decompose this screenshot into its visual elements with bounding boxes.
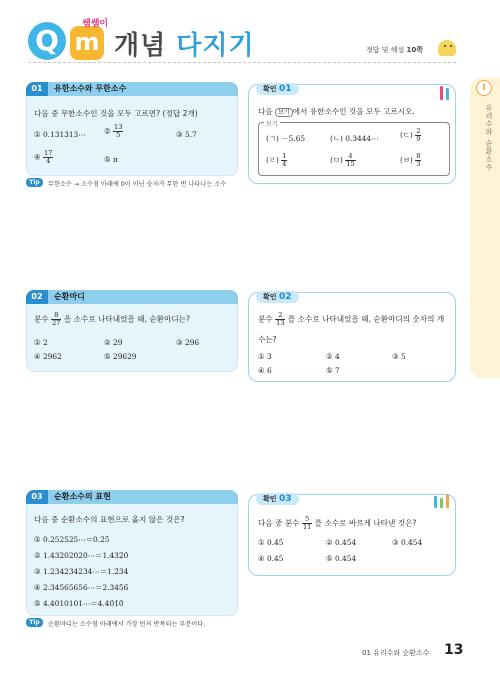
tip-badge: Tip [26,178,43,187]
section-03-option-1[interactable] [34,534,110,545]
option-mark: ② [34,551,41,560]
check-02-question [258,312,444,327]
section-03-option-5[interactable] [34,598,124,609]
bogi-item-4 [266,153,287,168]
section-02-option-2[interactable] [104,338,122,347]
section-01-option-3[interactable] [176,130,197,139]
section-03-number: 03 [26,490,48,504]
option-mark: ③ [392,352,399,361]
check-02-box [248,292,456,382]
chapter-side-label: 유리수와 순환소수 [485,104,493,172]
answer-reference-prefix: 정답 및 해설 [366,46,405,54]
fraction-numerator: 4 [345,153,355,161]
option-text: 1.234234234⋯＝1.2̇34̇ [43,567,129,576]
bogi-fraction [415,128,421,143]
option-mark: ⑤ [104,155,111,164]
option-text: 0.45̇4̇ [335,538,357,547]
page-number: 13 [444,642,464,658]
bogi-inline-tag: 보기 [275,108,293,117]
section-02-title: 순환마디 [54,292,85,301]
option-text: 6 [267,366,272,375]
option-text: π [113,155,118,164]
option-mark: ③ [34,567,41,576]
bogi-item-1 [266,133,305,144]
check-label-number: 02 [278,292,292,302]
check-03-option-5[interactable] [326,554,356,563]
bogi-fraction [281,153,287,168]
check-03-box [248,494,456,576]
option-mark: ② [326,352,333,361]
section-02-option-5[interactable] [104,352,137,361]
question-fraction [51,312,61,327]
option-text: 0.252525⋯＝0.2̇5̇ [43,535,110,544]
option-text: 5 [401,352,406,361]
chick-mascot-icon [438,40,456,56]
check-label-number: 03 [278,494,292,504]
tip-badge: Tip [26,618,43,627]
answer-reference-page: 10쪽 [406,46,424,54]
bogi-text: 0.3444⋯ [345,134,379,143]
check-03-label [256,493,299,505]
option-mark: ④ [258,366,265,375]
option-mark: ⑤ [326,554,333,563]
option-mark: ② [104,126,111,136]
decor-bar-orange [446,494,449,508]
bogi-mark: (ㄱ) [266,134,279,143]
tip-text: 무한소수 → 소수점 아래에 0이 아닌 숫자가 무한 번 나타나는 소수 [48,181,227,188]
fraction-numerator: 17 [44,149,53,157]
chick-eye-right [450,45,452,47]
question-pre: 다음 중 분수 [258,518,300,528]
section-01-box [26,82,238,176]
fraction-denominator: 9 [416,135,421,143]
option-mark: ① [258,352,265,361]
option-text: 0.454 [335,554,357,563]
fraction-numerator: 8 [416,152,421,160]
bogi-text: －5.65 [281,134,306,143]
fraction-denominator: 27 [52,319,61,327]
check-label-text: 확인 [263,293,277,301]
option-mark: ② [326,538,333,547]
bogi-title: 보기 [266,121,278,128]
check-03-option-1[interactable] [258,538,283,547]
check-label-text: 확인 [263,495,277,503]
option-text: 29 [113,338,123,347]
check-02-option-2[interactable] [326,352,340,361]
option-text: 1.43202020⋯＝1.432̇0̇ [43,551,129,560]
decor-bar-green [440,498,443,508]
option-text: 5.7 [185,130,197,139]
footer-chapter: 01 유리수와 순환소수 [362,649,430,657]
option-text: 29629 [113,352,137,361]
title-part2: 다지기 [176,31,255,61]
option-mark: ① [34,535,41,544]
fraction-denominator: 11 [302,523,312,531]
option-text: 296 [185,338,200,347]
fraction-numerator: 1 [282,152,287,160]
fraction-numerator: 2 [275,312,285,320]
fraction-denominator: 13 [276,319,285,327]
brand-m-logo: m [70,26,104,60]
tip-text: 순환마디는 소수점 아래에서 가장 먼저 반복되는 부분이다. [48,621,206,628]
question-pre: 분수 [258,314,273,324]
bogi-mark: (ㄷ) [400,130,413,140]
check-03-question [258,516,416,531]
option-mark: ⑤ [104,352,111,361]
bogi-fraction [345,153,355,168]
question-post: 를 소수로 바르게 나타낸 것은? [314,518,417,528]
section-01-number: 01 [26,82,48,96]
bogi-fraction [415,153,421,168]
fraction-numerator: 2 [416,127,421,135]
option-text: 0.45 [267,554,284,563]
chapter-number-badge: I [476,80,492,96]
fraction-denominator: 3 [416,160,421,168]
section-02-option-3[interactable] [176,338,199,347]
fraction-numerator: 8 [51,312,61,320]
fraction-denominator: 4 [46,157,51,165]
bogi-mark: (ㄹ) [266,155,279,165]
fraction-denominator: 5 [116,131,121,139]
check-01-label [256,83,299,95]
section-01-title: 유한소수와 무한소수 [54,84,127,93]
fraction-denominator: 4 [282,160,287,168]
question-pre: 다음 [258,107,273,116]
option-mark: ④ [34,152,41,162]
bogi-item-6 [400,153,421,168]
bogi-mark: (ㅁ) [330,155,343,165]
option-text: 0.131313⋯ [43,130,86,139]
section-03-title: 순환소수의 표현 [54,492,111,501]
check-02-label [256,291,299,303]
section-01-option-4[interactable] [34,150,53,165]
check-02-option-4[interactable] [258,366,272,375]
check-03-option-4[interactable] [258,554,283,563]
question-post: 을 소수로 나타내었을 때, 순환마디는? [63,314,191,324]
decor-bar-blue [434,496,437,508]
fraction-numerator: 13 [114,123,123,131]
section-01-option-2[interactable] [104,124,123,139]
check-02-option-3[interactable] [392,352,406,361]
option-mark: ④ [34,583,41,592]
answer-reference [366,45,423,55]
section-01-question: 다음 중 무한소수인 것을 모두 고르면? (정답 2개) [34,109,198,118]
option-text: 2962 [43,352,62,361]
section-01-option-5[interactable] [104,155,118,164]
question-pre: 분수 [34,314,49,324]
section-03-question: 다음 중 순환소수의 표현으로 옳지 않은 것은? [34,515,185,524]
section-03-option-2[interactable] [34,550,128,561]
option-text: 4 [335,352,340,361]
brand-q-logo: Q [28,22,66,60]
option-mark: ② [104,338,111,347]
check-02-question-line2: 수는? [258,335,277,344]
check-03-option-3[interactable] [392,538,422,547]
page-title [114,25,255,62]
check-label-text: 확인 [263,85,277,93]
option-text: 7 [335,366,340,375]
chick-eye-left [444,45,446,47]
bogi-mark: (ㅂ) [400,155,413,165]
check-03-option-2[interactable] [326,538,356,547]
check-02-option-1[interactable] [258,352,272,361]
option-text: 4.4010101⋯＝4.40̇1̇0̇ [43,599,124,608]
bogi-item-3 [400,128,421,143]
bogi-mark: (ㄴ) [330,134,343,143]
section-03-option-4[interactable] [34,582,128,593]
option-fraction [43,150,53,165]
option-mark: ③ [176,338,183,347]
option-mark: ⑤ [326,366,333,375]
check-02-option-5[interactable] [326,366,340,375]
section-02-number: 02 [26,290,48,304]
decor-bar-blue [446,88,449,100]
title-part1: 개념 [114,31,167,61]
brand-small-text: 쌤쌤이 [82,19,109,29]
check-label-number: 01 [278,84,292,94]
section-02-question [34,312,190,327]
fraction-denominator: 15 [346,160,355,168]
option-mark: ③ [176,130,183,139]
section-03-option-3[interactable] [34,566,128,577]
option-mark: ① [34,130,41,139]
bogi-item-2 [330,133,379,144]
option-text: 2 [43,338,48,347]
question-fraction [302,516,312,531]
section-02-option-4[interactable] [34,352,62,361]
section-02-option-1[interactable] [34,338,48,347]
option-mark: ⑤ [34,599,41,608]
check-01-question [258,106,415,117]
option-mark: ③ [392,538,399,547]
option-mark: ④ [258,554,265,563]
question-post: 를 소수로 나타내었을 때, 순환마디의 숫자의 개 [287,314,445,324]
option-text: 0.4̇5̇ [267,538,284,547]
decor-bar-pink [440,86,443,100]
option-mark: ① [34,338,41,347]
section-01-option-1[interactable] [34,130,86,139]
option-mark: ① [258,538,265,547]
bogi-item-5 [330,153,356,168]
question-post: 에서 유한소수인 것을 모두 고르시오. [292,107,415,116]
fraction-numerator: 5 [302,516,312,524]
question-fraction [275,312,285,327]
header-divider [28,62,456,63]
option-fraction [113,124,123,139]
option-text: 2.34565656⋯＝2.345̇6̇ [43,583,129,592]
option-text: 3 [267,352,272,361]
option-mark: ④ [34,352,41,361]
option-text: 0.4̇54̇ [401,538,423,547]
